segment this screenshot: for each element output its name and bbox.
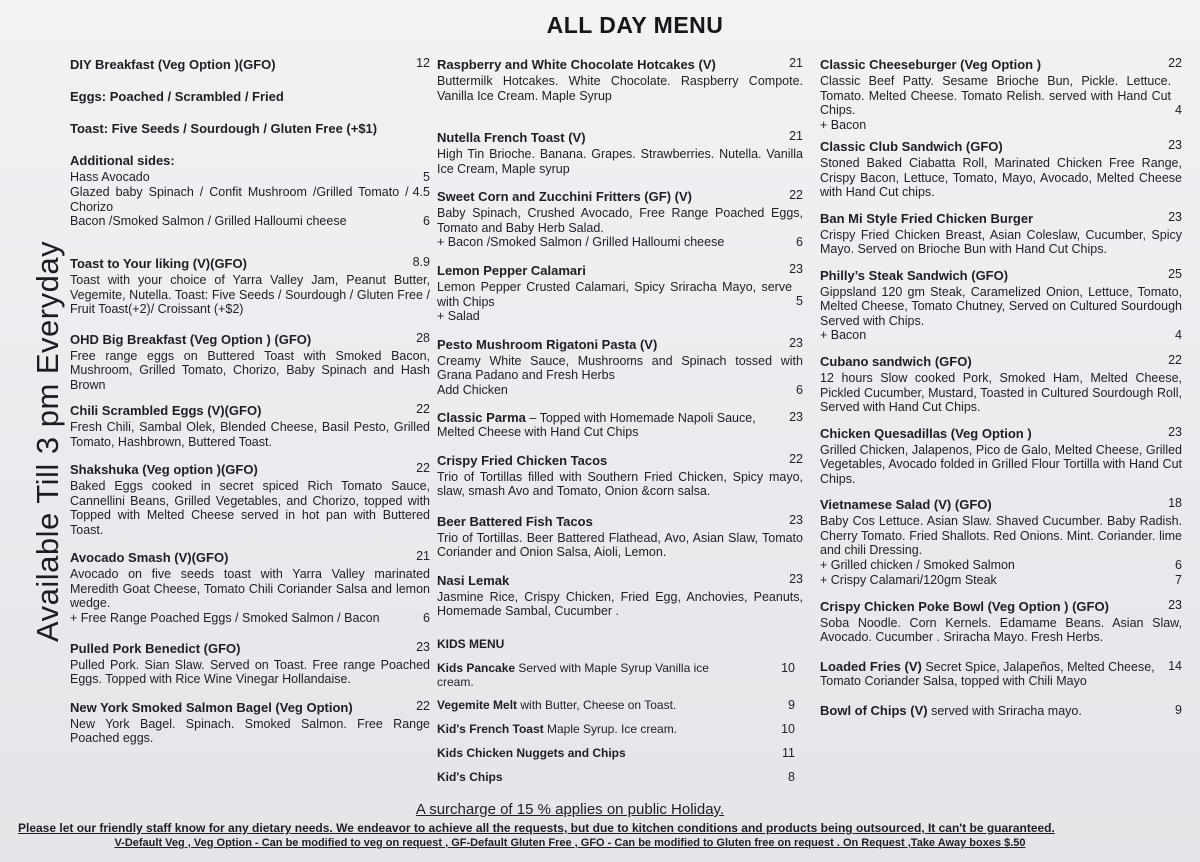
menu-item xyxy=(820,138,1182,200)
menu-item-title-wrap xyxy=(70,402,261,420)
menu-item xyxy=(70,88,430,106)
menu-item xyxy=(820,267,1182,344)
menu-item xyxy=(820,210,1182,257)
menu-item-name: Crispy Fried Chicken Tacos xyxy=(437,452,608,468)
menu-item-price: 23 xyxy=(1168,138,1182,152)
kids-menu-item-name: Kids Chicken Nuggets and Chips xyxy=(437,745,626,760)
menu-item-name: Chicken Quesadillas (Veg Option ) xyxy=(820,425,1032,441)
menu-item-title-wrap xyxy=(820,598,1109,616)
menu-item-extra-row xyxy=(820,328,1182,343)
menu-item-title-wrap xyxy=(820,703,1082,719)
menu-item-desc: Baby Cos Lettuce. Asian Slaw. Shaved Cucumber. Baby Radish. Cherry Tomato. Fried Shallots. Red Onions. Mint. Coriander. lime and chili Dressing. xyxy=(820,514,1182,557)
menu-item xyxy=(437,513,803,560)
menu-item xyxy=(820,56,1182,132)
menu-item-name: DIY Breakfast (Veg Option )(GFO) xyxy=(70,57,276,72)
menu-item-header xyxy=(437,188,803,206)
menu-item-desc: Creamy White Sauce, Mushrooms and Spinach tossed with Grana Padano and Fresh Herbs xyxy=(437,353,803,382)
kids-menu-item-text xyxy=(437,661,737,689)
menu-item-price: 22 xyxy=(1168,56,1182,70)
menu-item-desc-row xyxy=(437,206,803,235)
kids-menu-item-text xyxy=(437,722,737,737)
menu-item-desc-row xyxy=(820,514,1182,558)
menu-item-name: Toast: Five Seeds / Sourdough / Gluten Free (+$1) xyxy=(70,121,378,136)
menu-item-title-wrap xyxy=(70,461,258,479)
menu-item-price: 14 xyxy=(1168,658,1182,673)
menu-item-option-row xyxy=(70,214,430,229)
menu-item-title-wrap xyxy=(70,120,377,138)
menu-item-desc: Pulled Pork. Sian Slaw. Served on Toast. Free range Poached Eggs. Topped with Rice Wine Vinegar Hollandaise. xyxy=(70,657,430,686)
kids-menu-item-price: 10 xyxy=(781,660,795,675)
availability-side-text: Available Till 3 pm Everyday xyxy=(30,240,65,642)
kids-menu-item-desc: with Butter, Cheese on Toast. xyxy=(517,697,677,712)
menu-item-option-price: 7 xyxy=(1175,572,1182,587)
menu-item-title-wrap xyxy=(820,659,1164,689)
menu-item-desc: High Tin Brioche. Banana. Grapes. Strawberries. Nutella. Vanilla Ice Cream, Maple syrup xyxy=(437,147,803,176)
menu-item-price: 18 xyxy=(1168,496,1182,510)
menu-item-extra-row xyxy=(820,118,1182,133)
menu-item-price: 23 xyxy=(1168,424,1182,439)
menu-item-desc-row xyxy=(437,531,803,560)
menu-item-title-wrap xyxy=(437,410,785,440)
menu-item xyxy=(437,56,803,103)
menu-item-desc-row xyxy=(437,147,803,176)
menu-item xyxy=(70,152,430,229)
menu-item-desc-row xyxy=(820,371,1182,415)
menu-item-price: 23 xyxy=(789,512,803,527)
menu-item-desc-row xyxy=(820,156,1182,200)
menu-item-header xyxy=(820,56,1182,74)
menu-item-option-price: 5 xyxy=(423,170,430,184)
menu-item-desc-row xyxy=(70,420,430,449)
menu-item-inline-desc: – Topped with Homemade Napoli Sauce, Melted Cheese with Hand Cut Chips xyxy=(437,410,756,439)
menu-item-price: 21 xyxy=(789,56,803,70)
menu-item-header xyxy=(437,410,803,440)
menu-item-option-row xyxy=(820,573,1182,588)
menu-item-header xyxy=(437,262,803,280)
menu-item-header xyxy=(70,88,430,106)
menu-item-desc-row xyxy=(820,285,1182,329)
menu-item-desc-row xyxy=(820,616,1182,645)
menu-item-price: 23 xyxy=(789,335,803,350)
menu-item-price: 22 xyxy=(416,698,430,713)
kids-menu-item-text xyxy=(437,770,737,785)
menu-item-desc-row xyxy=(437,470,803,499)
menu-item-name: New York Smoked Salmon Bagel (Veg Option) xyxy=(70,699,353,715)
menu-item-desc: Baby Spinach, Crushed Avocado, Free Range Poached Eggs, Tomato and Baby Herb Salad. xyxy=(437,206,803,235)
menu-item-header xyxy=(70,152,430,170)
menu-item-header xyxy=(70,56,430,74)
menu-item-title-wrap xyxy=(437,56,716,74)
menu-item-desc: Classic Beef Patty. Sesame Brioche Bun, Pickle. Lettuce. Tomato. Melted Cheese. Tomato Relish. served with Hand Cut Chips. xyxy=(820,74,1172,117)
menu-item xyxy=(70,255,430,317)
menu-item-price: 22 xyxy=(416,461,430,475)
menu-item-header xyxy=(70,549,430,567)
menu-item-desc: Toast with your choice of Yarra Valley Jam, Peanut Butter, Vegemite, Nutella. Toast: Five Seeds / Sourdough / Gluten Free / Fruit Toast(+2)/ Croissant (+$2) xyxy=(70,273,430,316)
menu-item-title-wrap xyxy=(820,267,1008,285)
kids-menu-item-name: Kid's French Toast xyxy=(437,721,544,736)
menu-item xyxy=(437,410,803,440)
kids-menu-item-name: Vegemite Melt xyxy=(437,697,518,712)
menu-item-inline-desc: served with Sriracha mayo. xyxy=(927,703,1082,718)
menu-item xyxy=(437,129,803,176)
menu-item-header xyxy=(437,513,803,531)
menu-item-desc-row xyxy=(70,717,430,746)
menu-item-desc: Fresh Chili, Sambal Olek, Blended Cheese, Basil Pesto, Grilled Tomato, Hashbrown, Buttered Toast. xyxy=(70,420,430,449)
menu-item-title-wrap xyxy=(70,640,240,658)
menu-item-desc-row xyxy=(70,567,430,611)
menu-item-name: Nutella French Toast (V) xyxy=(437,130,586,145)
menu-item-name: Sweet Corn and Zucchini Fritters (GF) (V) xyxy=(437,189,692,204)
menu-item-title-wrap xyxy=(820,210,1033,228)
menu-item-option-price: 4.5 xyxy=(412,185,430,199)
menu-item-title-wrap xyxy=(70,56,276,74)
menu-item-option-price: 6 xyxy=(1175,557,1182,572)
menu-item xyxy=(437,452,803,499)
menu-item-price: 23 xyxy=(789,409,803,424)
menu-item-price: 22 xyxy=(1168,353,1182,367)
kids-menu-item-desc: Served with Maple Syrup Vanilla ice cream. xyxy=(437,660,709,689)
menu-item-title-wrap xyxy=(820,496,992,514)
menu-item-extra: + Bacon xyxy=(820,117,867,132)
kids-menu-item-text xyxy=(437,698,737,713)
menu-item-option-row xyxy=(70,170,430,185)
menu-item xyxy=(820,703,1182,719)
menu-item-desc: Stoned Baked Ciabatta Roll, Marinated Chicken Free Range, Crispy Bacon, Lettuce, Tomato, Mayo, Avocado, Melted Cheese with Hand Cut chips. xyxy=(820,156,1182,199)
menu-item-header xyxy=(820,496,1182,514)
menu-item-desc: New York Bagel. Spinach. Smoked Salmon. Free Range Poached eggs. xyxy=(70,716,430,745)
menu-item-header xyxy=(820,267,1182,285)
menu-item-desc-row xyxy=(437,354,803,383)
menu-item xyxy=(437,572,803,619)
menu-item-desc: 12 hours Slow cooked Pork, Smoked Ham, Melted Cheese, Pickled Cucumber, Mustard, Toasted in Cultured Sourdough Roll, Served with Hand Cut Chips. xyxy=(820,371,1182,414)
menu-item-header xyxy=(70,255,430,273)
menu-item-name: Classic Cheeseburger (Veg Option ) xyxy=(820,57,1042,72)
menu-item-desc-row xyxy=(70,479,430,537)
menu-item-desc-row xyxy=(70,349,430,393)
menu-item-name: Toast to Your liking (V)(GFO) xyxy=(70,256,247,271)
menu-item-header xyxy=(70,120,430,138)
menu-item-name: Loaded Fries (V) xyxy=(820,658,922,674)
menu-item xyxy=(70,461,430,537)
menu-item-option-row xyxy=(820,558,1182,573)
menu-item-desc-price: 5 xyxy=(796,294,803,308)
menu-item-price: 9 xyxy=(1175,702,1182,717)
menu-item xyxy=(70,56,430,74)
kids-menu-item-price: 11 xyxy=(782,745,795,760)
menu-item-price: 22 xyxy=(789,188,803,202)
menu-item-desc-row xyxy=(437,74,803,103)
kids-menu-item-price: 10 xyxy=(781,721,795,736)
menu-item-price: 25 xyxy=(1168,266,1182,281)
menu-item-desc: Lemon Pepper Crusted Calamari, Spicy Sriracha Mayo, serve with Chips xyxy=(437,280,793,309)
menu-item-header xyxy=(70,461,430,479)
menu-item-title-wrap xyxy=(70,699,353,717)
menu-item xyxy=(70,331,430,393)
menu-item-desc-row xyxy=(820,443,1182,487)
menu-item-extra: Add Chicken xyxy=(437,382,508,397)
menu-item-header xyxy=(437,572,803,590)
menu-item-name: Crispy Chicken Poke Bowl (Veg Option ) (GFO) xyxy=(820,598,1109,614)
menu-item-header xyxy=(820,425,1182,443)
menu-item xyxy=(820,425,1182,487)
menu-column-middle xyxy=(437,56,803,794)
menu-item-header xyxy=(820,659,1182,689)
menu-item xyxy=(70,549,430,626)
menu-item-option: Glazed baby Spinach / Confit Mushroom /Grilled Tomato / Chorizo xyxy=(70,185,409,214)
menu-item-price: 8.9 xyxy=(412,255,430,269)
menu-item-title-wrap xyxy=(820,138,1003,156)
kids-menu-item xyxy=(437,722,803,737)
menu-item-name: Ban Mi Style Fried Chicken Burger xyxy=(820,210,1034,226)
kids-menu-item xyxy=(437,746,803,761)
menu-item-name: Pulled Pork Benedict (GFO) xyxy=(70,640,241,656)
legend-note: V-Default Veg , Veg Option - Can be modified to veg on request , GF-Default Gluten Free , GFO - Can be modified to Gluten free on request . On Request ,Take Away boxes $.50 xyxy=(114,837,1026,849)
menu-item-price: 23 xyxy=(1168,597,1182,612)
menu-item-name: OHD Big Breakfast (Veg Option ) (GFO) xyxy=(70,331,312,347)
menu-item xyxy=(70,640,430,687)
menu-item-desc: Trio of Tortillas. Beer Battered Flathead, Avo, Asian Slaw, Tomato Coriander and Onion Salsa, Aioli, Lemon. xyxy=(437,530,803,559)
kids-menu-item-desc: Maple Syrup. Ice cream. xyxy=(543,721,678,736)
menu-item-title-wrap xyxy=(820,353,972,371)
menu-item-name: Classic Club Sandwich (GFO) xyxy=(820,139,1003,154)
menu-item-desc-row xyxy=(820,74,1182,118)
menu-item-header xyxy=(70,699,430,717)
menu-item-extra: + Bacon /Smoked Salmon / Grilled Halloumi cheese xyxy=(437,235,725,249)
menu-item-title-wrap xyxy=(437,513,593,531)
menu-item xyxy=(820,598,1182,645)
menu-item-header xyxy=(437,452,803,470)
menu-item-header xyxy=(70,331,430,349)
menu-item-header xyxy=(820,703,1182,719)
menu-item-name: Cubano sandwich (GFO) xyxy=(820,354,972,369)
menu-item-header xyxy=(70,402,430,420)
menu-item-header xyxy=(820,210,1182,228)
menu-item-option: Bacon /Smoked Salmon / Grilled Halloumi cheese xyxy=(70,214,347,228)
menu-item-desc: Baked Eggs cooked in secret spiced Rich Tomato Sauce, Cannellini Beans, Grilled Vegetables, and Chorizo, topped with Topped with Melted Cheese served in hot pan with Buttered Toast. xyxy=(70,479,430,537)
menu-item-name: Classic Parma xyxy=(437,409,526,425)
menu-item xyxy=(70,699,430,746)
menu-item-title-wrap xyxy=(820,425,1032,443)
menu-item-header xyxy=(437,129,803,147)
menu-item-name: Chili Scrambled Eggs (V)(GFO) xyxy=(70,403,262,418)
menu-column-left xyxy=(70,56,430,746)
menu-item-extra: + Salad xyxy=(437,309,480,323)
menu-item-name: Avocado Smash (V)(GFO) xyxy=(70,550,229,565)
menu-item-extra: + Bacon xyxy=(820,328,867,342)
kids-menu-item-name: Kid's Chips xyxy=(437,769,503,784)
menu-item-desc: Buttermilk Hotcakes. White Chocolate. Raspberry Compote. Vanilla Ice Cream. Maple Syrup xyxy=(437,74,803,103)
menu-item-extra: + Free Range Poached Eggs / Smoked Salmon / Bacon xyxy=(70,610,380,625)
menu-item-name: Eggs: Poached / Scrambled / Fried xyxy=(70,89,284,104)
kids-menu-item-price: 9 xyxy=(788,697,795,712)
menu-item-extra-price: 6 xyxy=(423,610,430,625)
menu-item-extra-price: 4 xyxy=(1175,328,1182,342)
surcharge-note: A surcharge of 15 % applies on public Holiday. xyxy=(415,801,725,818)
menu-item-header xyxy=(820,353,1182,371)
kids-menu-item-text xyxy=(437,746,737,761)
menu-item-name: Vietnamese Salad (V) (GFO) xyxy=(820,497,992,512)
menu-item-name: Lemon Pepper Calamari xyxy=(437,263,586,278)
menu-item-desc: Soba Noodle. Corn Kernels. Edamame Beans. Asian Slaw, Avocado. Cucumber . Sriracha Mayo. Fresh Herbs. xyxy=(820,615,1182,644)
menu-item-option: + Crispy Calamari/120gm Steak xyxy=(820,572,997,587)
menu-item-extra-row xyxy=(70,611,430,626)
menu-item-price: 23 xyxy=(789,262,803,276)
menu-item-title-wrap xyxy=(70,549,228,567)
menu-item xyxy=(820,353,1182,415)
menu-item-header xyxy=(437,336,803,354)
menu-item-desc: Crispy Fried Chicken Breast, Asian Coleslaw, Cucumber, Spicy Mayo. Served on Brioche Bun with Hand Cut Chips. xyxy=(820,227,1182,256)
menu-item-title-wrap xyxy=(437,336,657,354)
kids-menu-item-name: Kids Pancake xyxy=(437,660,516,675)
menu-item-title-wrap xyxy=(437,572,509,590)
menu-item-title-wrap xyxy=(70,152,175,170)
menu-item-name: Beer Battered Fish Tacos xyxy=(437,513,593,529)
menu-item-desc: Free range eggs on Buttered Toast with Smoked Bacon, Mushroom, Grilled Tomato, Chorizo, Baby Spinach and Hash Brown xyxy=(70,348,430,392)
menu-item-price: 21 xyxy=(789,129,803,143)
menu-item-price: 12 xyxy=(416,56,430,70)
menu-item-title-wrap xyxy=(820,56,1041,74)
menu-item-desc: Avocado on five seeds toast with Yarra Valley marinated Meredith Goat Cheese, Tomato Chili Coriander Salsa and lemon wedge. xyxy=(70,567,430,610)
menu-item-price: 28 xyxy=(416,330,430,345)
menu-item-desc: Trio of Tortillas filled with Southern Fried Chicken, Spicy mayo, slaw, smash Avo and Tomato, Onion &corn salsa. xyxy=(437,469,803,498)
dietary-note: Please let our friendly staff know for any dietary needs. We endeavor to achieve all the requests, but due to kitchen conditions and products being outsourced, It can't be guaranteed. xyxy=(18,821,1055,835)
menu-item-title-wrap xyxy=(437,188,692,206)
menu-item-option: Hass Avocado xyxy=(70,170,150,184)
menu-item-extra-row xyxy=(437,309,803,324)
menu-item-price: 21 xyxy=(416,549,430,563)
menu-item-title-wrap xyxy=(70,88,284,106)
menu-item-header xyxy=(820,598,1182,616)
kids-menu-item xyxy=(437,770,803,785)
menu-item xyxy=(820,496,1182,588)
menu-item-desc-row xyxy=(437,280,803,309)
menu-item-name: Philly’s Steak Sandwich (GFO) xyxy=(820,267,1009,283)
menu-column-right xyxy=(820,56,1182,718)
menu-item-desc-price: 4 xyxy=(1175,102,1182,117)
menu-item xyxy=(820,659,1182,689)
menu-item-title-wrap xyxy=(70,331,311,349)
menu-item xyxy=(70,120,430,138)
menu-item xyxy=(437,262,803,324)
menu-item-desc: Grilled Chicken, Jalapenos, Pico de Galo, Melted Cheese, Grilled Vegetables, Avocado folded in Grilled Flour Tortilla with Hand Cut Chips. xyxy=(820,442,1182,486)
kids-menu-item xyxy=(437,661,803,689)
kids-menu-item xyxy=(437,698,803,713)
menu-item-title-wrap xyxy=(437,452,607,470)
menu-item-extra-row xyxy=(437,235,803,250)
menu-item-desc: Jasmine Rice, Crispy Chicken, Fried Egg, Anchovies, Peanuts, Homemade Sambal, Cucumber . xyxy=(437,589,803,618)
menu-item-title-wrap xyxy=(70,255,247,273)
menu-title: ALL DAY MENU xyxy=(546,12,724,38)
menu-item-option-row xyxy=(70,185,430,214)
menu-item-name: Raspberry and White Chocolate Hotcakes (V) xyxy=(437,57,716,72)
menu-item-name: Additional sides: xyxy=(70,153,175,168)
menu-item-title-wrap xyxy=(437,262,586,280)
menu-item-title-wrap xyxy=(437,129,586,147)
menu-item-price: 23 xyxy=(416,639,430,654)
menu-item-desc-row xyxy=(70,273,430,317)
menu-item-extra-price: 6 xyxy=(796,235,803,249)
menu-item-inline-desc: Secret Spice, Jalapeños, Melted Cheese, Tomato Coriander Salsa, topped with Chili Mayo xyxy=(820,659,1155,688)
menu-item-name: Bowl of Chips (V) xyxy=(820,702,928,718)
menu-item-price: 22 xyxy=(789,451,803,466)
menu-item xyxy=(437,188,803,250)
menu-item-desc: Gippsland 120 gm Steak, Caramelized Onion, Lettuce, Tomato, Melted Cheese, Tomato Chutney, Served on Cultured Sourdough Served with Chips. xyxy=(820,284,1182,328)
menu-item-option-price: 6 xyxy=(423,214,430,228)
menu-item-price: 23 xyxy=(789,571,803,586)
menu-item-desc-row xyxy=(70,658,430,687)
menu-item xyxy=(437,336,803,398)
kids-menu-heading: KIDS MENU xyxy=(437,636,505,651)
menu-item-name: Shakshuka (Veg option )(GFO) xyxy=(70,462,258,477)
menu-item-name: Pesto Mushroom Rigatoni Pasta (V) xyxy=(437,336,658,352)
menu-item-price: 22 xyxy=(416,402,430,416)
menu-item xyxy=(70,402,430,449)
menu-item-desc-row xyxy=(437,590,803,619)
menu-item-header xyxy=(820,138,1182,156)
menu-item-option: + Grilled chicken / Smoked Salmon xyxy=(820,557,1015,572)
menu-item-header xyxy=(437,56,803,74)
menu-item-name: Nasi Lemak xyxy=(437,572,510,588)
menu-item-header xyxy=(70,640,430,658)
kids-menu xyxy=(437,637,803,785)
menu-item-extra-price: 6 xyxy=(796,382,803,397)
menu-item-desc-row xyxy=(820,228,1182,257)
kids-menu-item-price: 8 xyxy=(788,769,795,784)
menu-item-extra-row xyxy=(437,383,803,398)
menu-item-price: 23 xyxy=(1168,209,1182,224)
